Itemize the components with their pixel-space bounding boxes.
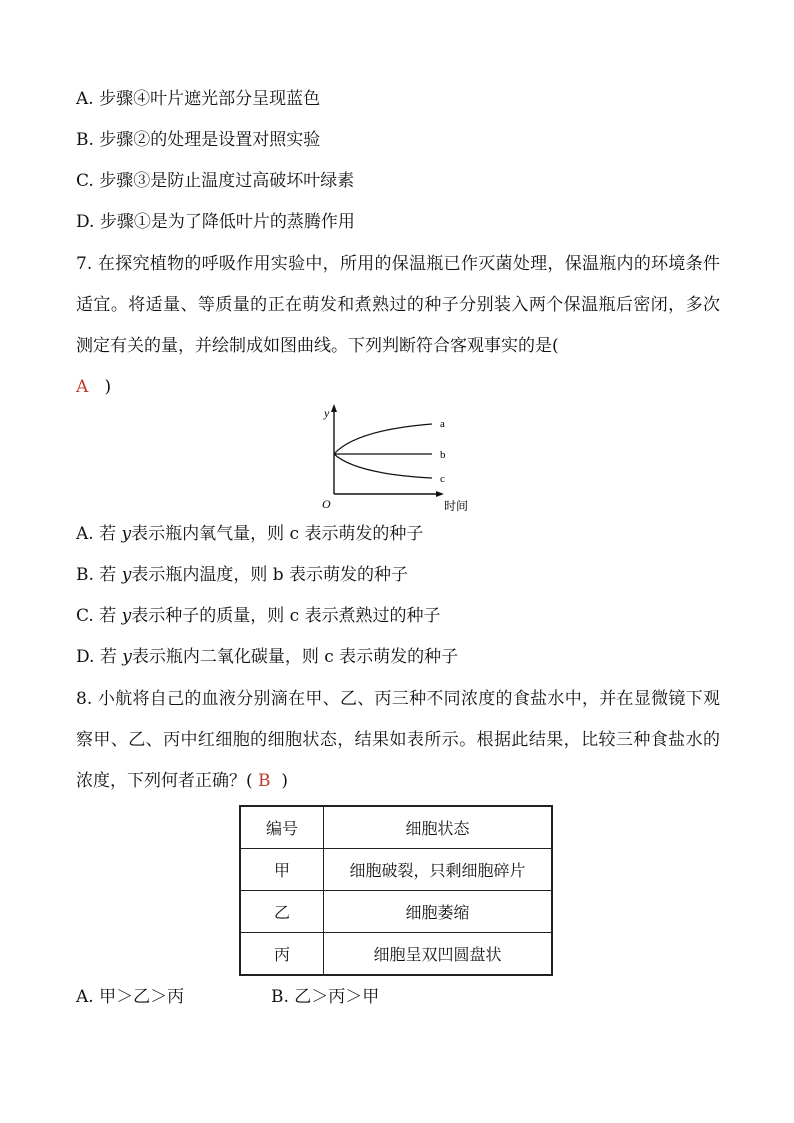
- q6-option-c: C. 步骤③是防止温度过高破坏叶绿素: [76, 171, 355, 191]
- table-cell-state: 细胞萎缩: [324, 891, 553, 933]
- table-cell-state: 细胞破裂，只剩细胞碎片: [324, 849, 553, 891]
- q7-option-c-prefix: C. 若: [76, 606, 122, 626]
- table-cell-id: 乙: [240, 891, 324, 933]
- q7-option-c-text: 表示种子的质量，则 c 表示煮熟过的种子: [131, 606, 441, 626]
- q8-cell-state-table: [239, 805, 553, 976]
- q7-option-a-var: y: [121, 524, 132, 544]
- q8-answer: B: [258, 771, 271, 791]
- q7-option-a-prefix: A. 若: [76, 524, 122, 544]
- curve-c-label: c: [440, 473, 445, 485]
- q8-stem-text: 8. 小航将自己的血液分别滴在甲、乙、丙三种不同浓度的食盐水中，并在显微镜下观察甲、乙、丙中红细胞的细胞状态，结果如表所示。根据此结果，比较三种食盐水的浓度，下列何者正确？(: [76, 689, 720, 791]
- graph-x-label: 时间: [444, 499, 469, 513]
- curve-a-label: a: [440, 418, 445, 430]
- q6-option-b: B. 步骤②的处理是设置对照实验: [76, 130, 321, 150]
- curve-a: [334, 424, 432, 454]
- table-header-id: 编号: [240, 806, 324, 849]
- graph-y-arrow: [331, 404, 337, 412]
- q8-option-a: A. 甲＞乙＞丙: [76, 987, 185, 1007]
- graph-x-arrow: [436, 491, 444, 497]
- q7-curve-graph: [316, 402, 486, 520]
- q8-close-paren: ): [281, 771, 288, 791]
- q7-close-paren: ): [104, 377, 112, 397]
- q7-option-b-var: y: [121, 565, 132, 585]
- q7-option-b: [76, 563, 408, 587]
- q7-option-b-text: 表示瓶内温度，则 b 表示萌发的种子: [131, 565, 409, 585]
- table-row: [240, 849, 552, 891]
- q7-option-a-text: 表示瓶内氧气量，则 c 表示萌发的种子: [131, 524, 424, 544]
- q7-stem-text: 7. 在探究植物的呼吸作用实验中，所用的保温瓶已作灭菌处理，保温瓶内的环境条件适宜。将适量、等质量的正在萌发和煮熟过的种子分别装入两个保温瓶后密闭，多次测定有关的量，并绘制成如图曲线。下列判断符合客观事实的是(: [76, 254, 720, 356]
- q6-option-a: A. 步骤④叶片遮光部分呈现蓝色: [76, 89, 321, 109]
- q7-option-d: [76, 645, 458, 669]
- table-cell-id: 丙: [240, 933, 324, 976]
- q7-option-a: [76, 522, 423, 546]
- q7-option-d-var: y: [122, 647, 132, 667]
- q7-option-c: [76, 604, 441, 628]
- table-header-row: [240, 806, 552, 849]
- graph-origin-label: O: [322, 497, 331, 511]
- table-cell-id: 甲: [240, 849, 324, 891]
- q7-option-d-prefix: D. 若: [76, 647, 123, 667]
- q7-option-d-text: 表示瓶内二氧化碳量，则 c 表示萌发的种子: [131, 647, 459, 667]
- q8-option-b: B. 乙＞丙＞甲: [271, 987, 380, 1007]
- table-row: [240, 933, 552, 976]
- table-row: [240, 891, 552, 933]
- table-header-state: 细胞状态: [324, 806, 553, 849]
- curve-b-label: b: [440, 449, 446, 461]
- curve-c: [334, 454, 432, 478]
- graph-y-label: y: [324, 406, 330, 420]
- q8-stem: [76, 679, 720, 802]
- q7-option-c-var: y: [121, 606, 132, 626]
- q7-answer: A: [76, 377, 89, 397]
- q7-option-b-prefix: B. 若: [76, 565, 122, 585]
- q7-stem: [76, 244, 720, 408]
- table-cell-state: 细胞呈双凹圆盘状: [324, 933, 553, 976]
- q6-option-d: D. 步骤①是为了降低叶片的蒸腾作用: [76, 212, 355, 232]
